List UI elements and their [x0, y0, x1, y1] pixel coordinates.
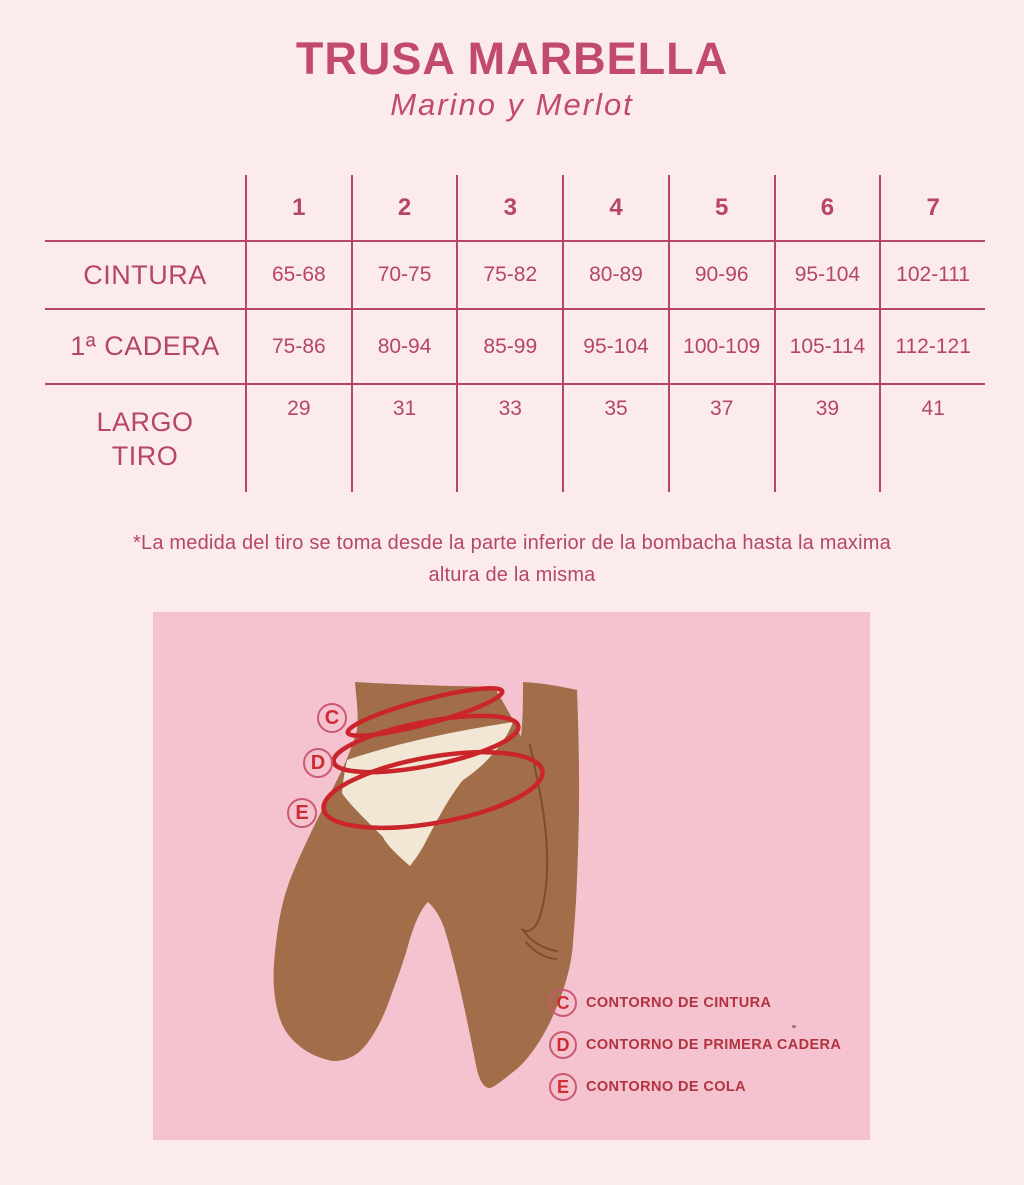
table-value: 90-96 [668, 240, 774, 308]
legend-circle-c [549, 989, 577, 1017]
table-value: 80-89 [562, 240, 668, 308]
table-value: 70-75 [351, 240, 457, 308]
legend-label: CONTORNO DE CINTURA [586, 995, 772, 1011]
legend-circle-e [549, 1073, 577, 1101]
table-value: 75-86 [245, 308, 351, 383]
row-label-cintura: CINTURA [45, 240, 245, 308]
table-value: 29 [245, 383, 351, 492]
table-value: 41 [879, 383, 985, 492]
legend-circle-d [549, 1031, 577, 1059]
size-column-header: 2 [351, 175, 457, 240]
size-column-header: 1 [245, 175, 351, 240]
marker-e-circle [287, 798, 317, 828]
marker-c-circle [317, 703, 347, 733]
legend-label: CONTORNO DE COLA [586, 1079, 746, 1095]
size-column-header: 4 [562, 175, 668, 240]
table-value: 95-104 [774, 240, 880, 308]
table-value: 80-94 [351, 308, 457, 383]
table-value: 112-121 [879, 308, 985, 383]
row-label-line: TIRO [111, 440, 179, 471]
table-value: 105-114 [774, 308, 880, 383]
table-value: 95-104 [562, 308, 668, 383]
legend-letter: C [556, 992, 570, 1013]
measurement-diagram-panel [153, 612, 870, 1140]
table-value: 33 [456, 383, 562, 492]
size-column-header: 6 [774, 175, 880, 240]
marker-letter: D [310, 751, 326, 774]
row-label-primera-cadera: 1ª CADERA [45, 308, 245, 383]
measurement-legend [549, 989, 841, 1101]
size-column-header: 7 [879, 175, 985, 240]
table-value: 39 [774, 383, 880, 492]
legend-row-primera-cadera [549, 1031, 841, 1059]
note-line: *La medida del tiro se toma desde la parte inferior de la bombacha hasta la maxima [133, 532, 891, 554]
table-value: 85-99 [456, 308, 562, 383]
measurement-note [0, 527, 1024, 591]
table-value: 102-111 [879, 240, 985, 308]
row-label-largo-tiro [45, 383, 245, 492]
table-value: 31 [351, 383, 457, 492]
table-value: 35 [562, 383, 668, 492]
legend-row-cintura [549, 989, 841, 1017]
size-column-header: 5 [668, 175, 774, 240]
size-table [45, 175, 985, 492]
size-column-header: 3 [456, 175, 562, 240]
legend-label: CONTORNO DE PRIMERA CADERA [586, 1037, 842, 1053]
table-value: 65-68 [245, 240, 351, 308]
marker-d-circle [303, 748, 333, 778]
row-label-line: LARGO [96, 406, 194, 437]
page-title: TRUSA MARBELLA [295, 33, 729, 84]
legend-row-cola [549, 1073, 841, 1101]
print-speck-artifact [792, 1025, 796, 1028]
legend-letter: E [556, 1076, 569, 1097]
table-value: 75-82 [456, 240, 562, 308]
marker-letter: E [295, 801, 309, 824]
legend-letter: D [556, 1034, 570, 1055]
page-subtitle: Marino y Merlot [390, 87, 634, 122]
table-corner-cell [45, 175, 245, 240]
table-value: 37 [668, 383, 774, 492]
note-line: altura de la misma [428, 564, 596, 586]
marker-letter: C [324, 706, 340, 729]
table-value: 100-109 [668, 308, 774, 383]
